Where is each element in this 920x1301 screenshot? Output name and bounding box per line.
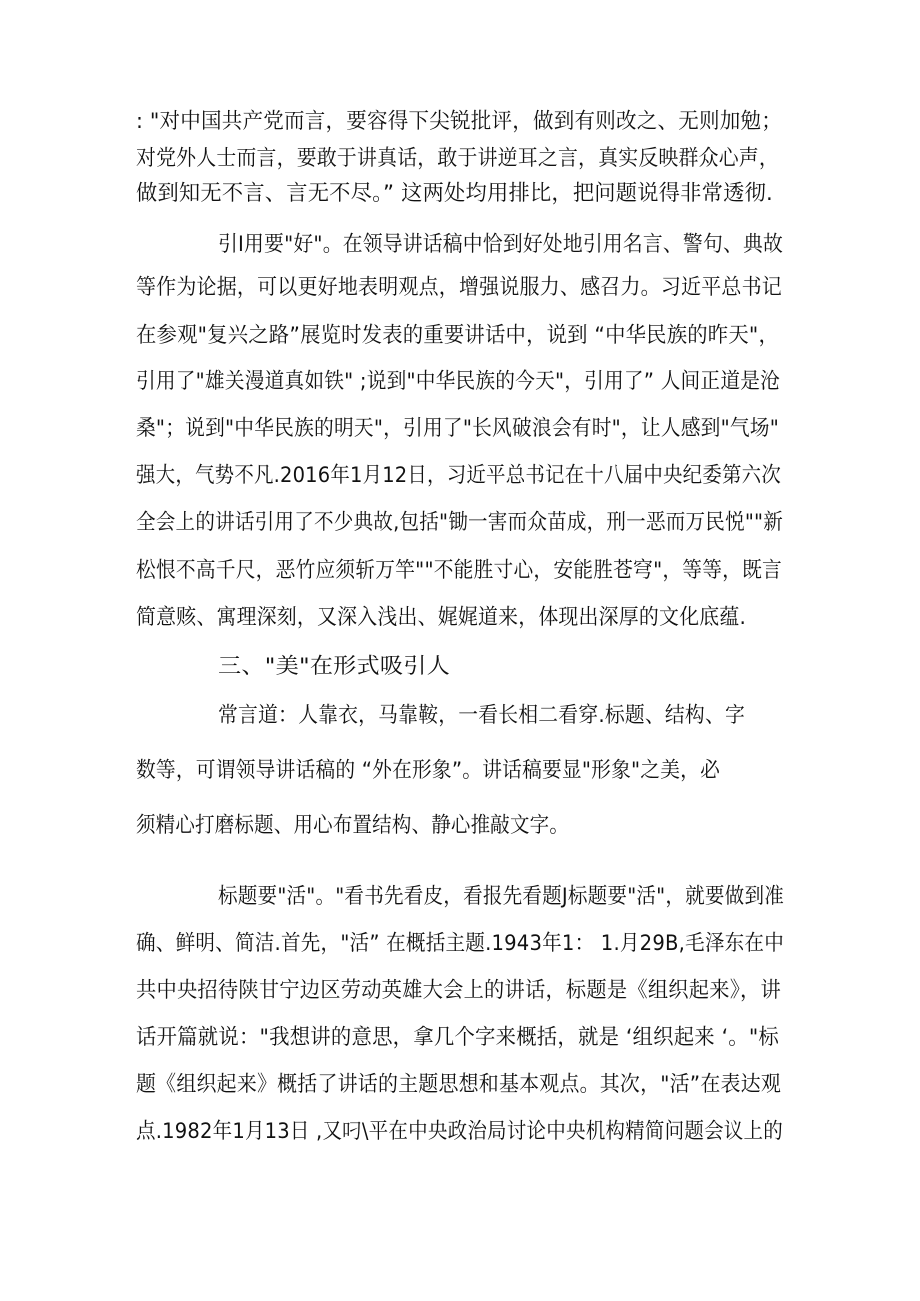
text-line: 引用了"雄关漫道真如铁" ;说到"中华民族的今天"，引用了” 人间正道是沧 <box>136 369 780 394</box>
text-line: 等作为论据，可以更好地表明观点，增强说服力、感召力。习近平总书记 <box>136 275 782 300</box>
text-line: 松恨不高千尺，恶竹应须斩万竿""不能胜寸心，安能胜苍穹"，等等，既言 <box>136 558 782 583</box>
section-heading: 三、"美"在形式吸引人 <box>218 654 450 679</box>
paragraph-first-line: 常言道：人靠衣，马靠鞍，一看长相二看穿.标题、结构、字 <box>218 703 745 728</box>
text-line: 须精心打磨标题、用心布置结构、静心推敲文字。 <box>136 813 569 838</box>
text-line: 共中央招待陕甘宁边区劳动英雄大会上的讲话，标题是《组织起来》，讲 <box>136 978 781 1003</box>
text-line: 确、鲜明、简洁.首先，"活” 在概括主题.1943年1： 1.月29B,毛泽东在中 <box>136 931 784 956</box>
text-line: 对党外人士而言，要敢于讲真话，敢于讲逆耳之言，真实反映群众心声， <box>136 146 779 171</box>
text-line: 桑"；说到"中华民族的明天"，引用了"长风破浪会有时"，让人感到"气场" <box>136 416 779 441</box>
text-line: 强大，气势不凡.2016年1月12日，习近平总书记在十八届中央纪委第六次 <box>136 463 781 488</box>
text-line: 点.1982年1月13日 ,又叼\平在中央政治局讨论中央机构精简问题会议上的 <box>136 1119 783 1144</box>
text-line: 全会上的讲话引用了不少典故,包括"锄一害而众苗成，刑一恶而万民悦""新 <box>136 510 783 535</box>
paragraph-first-line: 标题要"活"。"看书先看皮，看报先看题J标题要"活"，就要做到准 <box>218 884 784 909</box>
text-line: 数等，可谓领导讲话稿的 “外在形象”。讲话稿要显"形象"之美，必 <box>136 758 720 783</box>
paragraph-first-line: 引I用要"好"。在领导讲话稿中恰到好处地引用名言、警句、典故 <box>218 232 783 257</box>
text-line: 做到知无不言、言无不尽。” 这两处均用排比，把问题说得非常透彻. <box>136 181 773 206</box>
text-line: : "对中国共产党而言，要容得下尖锐批评，做到有则改之、无则加勉； <box>136 109 782 134</box>
text-line: 话开篇就说："我想讲的意思，拿几个字来概括，就是 ‘组织起来 ‘。"标 <box>136 1025 779 1050</box>
text-line: 简意赅、寓理深刻，又深入浅出、娓娓道来，体现出深厚的文化底蕴. <box>136 605 746 630</box>
text-line: 题《组织起来》概括了讲话的主题思想和基本观点。其次，"活”在表达观 <box>136 1072 781 1097</box>
text-line: 在参观"复兴之路”展览时发表的重要讲话中，说到 “中华民族的昨天"， <box>136 323 779 348</box>
